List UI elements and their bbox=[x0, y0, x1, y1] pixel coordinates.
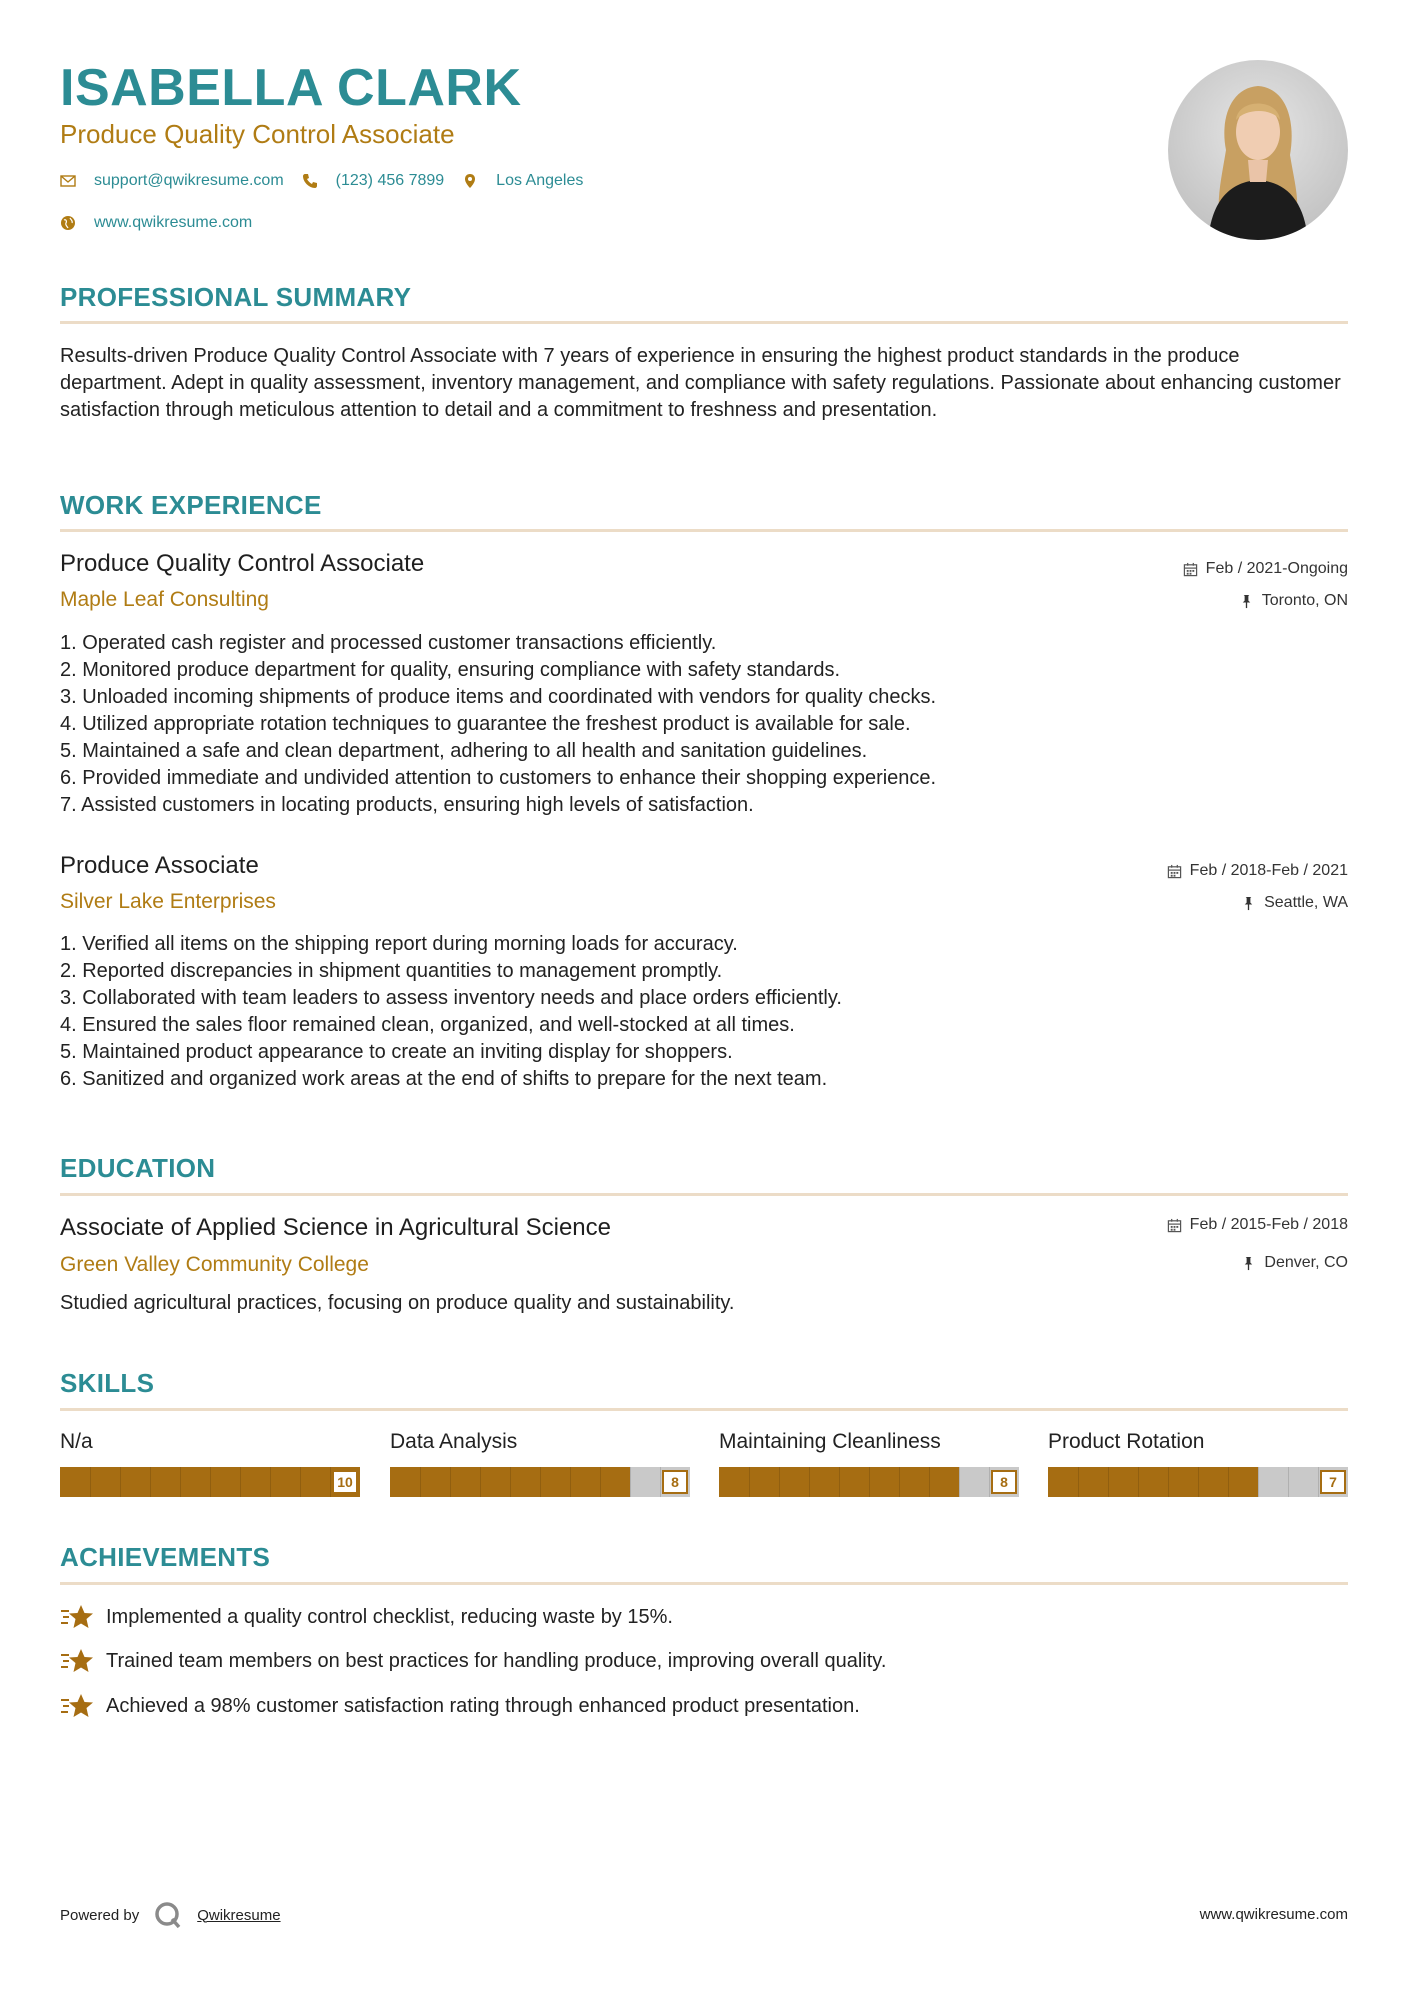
education-school: Green Valley Community College bbox=[60, 1253, 369, 1276]
job-2-location bbox=[1241, 894, 1348, 912]
job-1-company: Maple Leaf Consulting bbox=[60, 588, 269, 611]
skill-bar-segment bbox=[749, 1467, 750, 1497]
education-location-text: Denver, CO bbox=[1264, 1254, 1348, 1271]
skill-bar-segment bbox=[270, 1467, 271, 1497]
job-2-bullet: 6. Sanitized and organized work areas at the end of shifts to prepare for the next team. bbox=[60, 1068, 828, 1090]
experience-divider bbox=[60, 529, 1348, 532]
candidate-title: Produce Quality Control Associate bbox=[60, 119, 455, 149]
job-1-bullet: 6. Provided immediate and undivided attention to customers to enhance their shopping experience. bbox=[60, 767, 937, 789]
skill-bar-segment bbox=[330, 1467, 331, 1497]
job-1-location-text: Toronto, ON bbox=[1261, 592, 1348, 609]
skill-bar-segment bbox=[839, 1467, 840, 1497]
pushpin-icon bbox=[1241, 896, 1256, 911]
summary-heading: PROFESSIONAL SUMMARY bbox=[60, 282, 412, 312]
skill-bar-segment bbox=[1198, 1467, 1199, 1497]
skill-bar-segment bbox=[1258, 1467, 1259, 1497]
pushpin-icon bbox=[1241, 1256, 1256, 1271]
job-2-location-text: Seattle, WA bbox=[1264, 894, 1348, 911]
summary-divider bbox=[60, 321, 1348, 324]
skill-bar-segment bbox=[510, 1467, 511, 1497]
education-location bbox=[1241, 1254, 1348, 1272]
skill-bar-segment bbox=[959, 1467, 960, 1497]
experience-heading: WORK EXPERIENCE bbox=[60, 490, 322, 520]
job-1-dates-text: Feb / 2021-Ongoing bbox=[1205, 560, 1348, 577]
skill-bar-segment bbox=[1078, 1467, 1079, 1497]
job-1-location bbox=[1239, 592, 1348, 610]
contact-row-2 bbox=[60, 214, 270, 232]
skill-bar bbox=[390, 1467, 690, 1497]
candidate-name: ISABELLA CLARK bbox=[60, 59, 522, 117]
achievement-item bbox=[60, 1603, 673, 1631]
map-pin-icon bbox=[462, 173, 478, 189]
skill-bar-segment bbox=[210, 1467, 211, 1497]
job-1-bullet: 2. Monitored produce department for quality, ensuring compliance with safety standards. bbox=[60, 659, 841, 681]
job-1-dates bbox=[1183, 560, 1348, 578]
skill-bar-segment bbox=[1288, 1467, 1289, 1497]
skill-bar-segment bbox=[779, 1467, 780, 1497]
education-divider bbox=[60, 1193, 1348, 1196]
skill-bar-segment bbox=[809, 1467, 810, 1497]
skill-bar-segment bbox=[660, 1467, 661, 1497]
skill-bar-segment bbox=[150, 1467, 151, 1497]
avatar-illustration bbox=[1168, 60, 1348, 240]
skill-label: Data Analysis bbox=[390, 1430, 518, 1453]
skill-bar-segment bbox=[120, 1467, 121, 1497]
skill-bar-segment bbox=[869, 1467, 870, 1497]
star-achievement-icon bbox=[60, 1647, 94, 1675]
job-1-bullet: 5. Maintained a safe and clean department, adhering to all health and sanitation guidelines. bbox=[60, 740, 868, 762]
skill-bar-segment bbox=[480, 1467, 481, 1497]
contact-website[interactable] bbox=[60, 214, 252, 232]
contact-row-1 bbox=[60, 172, 601, 190]
job-1-bullet: 4. Utilized appropriate rotation techniques to guarantee the freshest product is available for sale. bbox=[60, 713, 911, 735]
skill-bar bbox=[719, 1467, 1019, 1497]
skill-bar-segment bbox=[420, 1467, 421, 1497]
calendar-icon bbox=[1183, 562, 1198, 577]
envelope-icon bbox=[60, 173, 76, 189]
achievement-text: Implemented a quality control checklist, reducing waste by 15%. bbox=[106, 1605, 673, 1628]
qwikresume-link[interactable]: Qwikresume bbox=[197, 1906, 281, 1924]
footer-powered-by bbox=[60, 1900, 281, 1930]
job-2-company: Silver Lake Enterprises bbox=[60, 890, 276, 913]
job-2-bullet: 3. Collaborated with team leaders to assess inventory needs and place orders efficiently. bbox=[60, 987, 842, 1009]
skill-bar-segment bbox=[570, 1467, 571, 1497]
phone-text: (123) 456 7899 bbox=[335, 172, 445, 189]
skill-bar-segment bbox=[1168, 1467, 1169, 1497]
pushpin-icon bbox=[1239, 594, 1254, 609]
email-text: support@qwikresume.com bbox=[94, 172, 284, 189]
job-2-bullet: 5. Maintained product appearance to create an inviting display for shoppers. bbox=[60, 1041, 733, 1063]
resume-page bbox=[60, 0, 1348, 1990]
job-1-title: Produce Quality Control Associate bbox=[60, 550, 425, 577]
education-heading: EDUCATION bbox=[60, 1153, 216, 1183]
summary-text: Results-driven Produce Quality Control Associate with 7 years of experience in ensuring the highest product standards in the produce department. Adept in quality assessment, inventory management, and compliance with safety regulations. Passionate about enhancing customer satisfaction through meticulous attention to detail and a commitment to freshness and presentation. bbox=[60, 345, 1341, 421]
achievement-item bbox=[60, 1692, 860, 1720]
qwikresume-logo-icon bbox=[153, 1900, 183, 1930]
job-2-dates-text: Feb / 2018-Feb / 2021 bbox=[1189, 862, 1348, 879]
skill-label: Product Rotation bbox=[1048, 1430, 1205, 1453]
contact-phone[interactable] bbox=[302, 172, 445, 190]
skill-bar-segment bbox=[1318, 1467, 1319, 1497]
star-achievement-icon bbox=[60, 1603, 94, 1631]
job-1-bullet: 7. Assisted customers in locating products, ensuring high levels of satisfaction. bbox=[60, 794, 754, 816]
skill-label: Maintaining Cleanliness bbox=[719, 1430, 941, 1453]
skill-value-badge: 7 bbox=[1320, 1470, 1346, 1494]
achievements-heading: ACHIEVEMENTS bbox=[60, 1542, 271, 1572]
skills-heading: SKILLS bbox=[60, 1368, 155, 1398]
globe-icon bbox=[60, 215, 76, 231]
skill-bar-segment bbox=[90, 1467, 91, 1497]
job-2-bullet: 4. Ensured the sales floor remained clean, organized, and well-stocked at all times. bbox=[60, 1014, 795, 1036]
location-text: Los Angeles bbox=[496, 172, 584, 189]
profile-photo bbox=[1168, 60, 1348, 240]
job-1-bullets bbox=[60, 630, 1348, 819]
calendar-icon bbox=[1167, 864, 1182, 879]
skill-bar-segment bbox=[989, 1467, 990, 1497]
footer-website-link[interactable]: www.qwikresume.com bbox=[1199, 1906, 1348, 1923]
education-dates bbox=[1167, 1216, 1348, 1234]
skill-value-badge: 10 bbox=[332, 1470, 358, 1494]
skill-value-badge: 8 bbox=[991, 1470, 1017, 1494]
education-description: Studied agricultural practices, focusing on produce quality and sustainability. bbox=[60, 1292, 735, 1314]
achievements-divider bbox=[60, 1582, 1348, 1585]
job-2-bullet: 1. Verified all items on the shipping report during morning loads for accuracy. bbox=[60, 933, 738, 955]
education-dates-text: Feb / 2015-Feb / 2018 bbox=[1189, 1216, 1348, 1233]
skill-bar bbox=[1048, 1467, 1348, 1497]
skill-bar-segment bbox=[1108, 1467, 1109, 1497]
skill-bar-segment bbox=[630, 1467, 631, 1497]
job-1-bullet: 1. Operated cash register and processed customer transactions efficiently. bbox=[60, 632, 717, 654]
skill-bar-segment bbox=[240, 1467, 241, 1497]
job-2-title: Produce Associate bbox=[60, 852, 259, 879]
skill-bar-segment bbox=[1228, 1467, 1229, 1497]
skill-label: N/a bbox=[60, 1430, 93, 1453]
skill-bar-segment bbox=[1138, 1467, 1139, 1497]
skill-value-badge: 8 bbox=[662, 1470, 688, 1494]
phone-icon bbox=[302, 173, 318, 189]
achievement-text: Trained team members on best practices for handling produce, improving overall quality. bbox=[106, 1649, 887, 1672]
calendar-icon bbox=[1167, 1218, 1182, 1233]
education-degree: Associate of Applied Science in Agricultural Science bbox=[60, 1214, 611, 1241]
skill-bar-segment bbox=[540, 1467, 541, 1497]
skill-bar-segment bbox=[600, 1467, 601, 1497]
job-1-bullet: 3. Unloaded incoming shipments of produce items and coordinated with vendors for quality checks. bbox=[60, 686, 937, 708]
job-2-bullets bbox=[60, 931, 1348, 1093]
skill-bar-fill bbox=[1048, 1467, 1258, 1497]
skill-bar-segment bbox=[899, 1467, 900, 1497]
achievement-text: Achieved a 98% customer satisfaction rating through enhanced product presentation. bbox=[106, 1694, 860, 1717]
skill-bar-segment bbox=[450, 1467, 451, 1497]
job-2-dates bbox=[1167, 862, 1348, 880]
star-achievement-icon bbox=[60, 1692, 94, 1720]
skill-bar bbox=[60, 1467, 360, 1497]
achievement-item bbox=[60, 1647, 886, 1675]
skill-bar-segment bbox=[929, 1467, 930, 1497]
powered-by-label: Powered by bbox=[60, 1906, 140, 1924]
website-text: www.qwikresume.com bbox=[94, 214, 253, 231]
contact-location bbox=[462, 172, 583, 190]
skill-bar-segment bbox=[300, 1467, 301, 1497]
contact-email[interactable] bbox=[60, 172, 284, 190]
skill-bar-segment bbox=[180, 1467, 181, 1497]
job-2-bullet: 2. Reported discrepancies in shipment quantities to management promptly. bbox=[60, 960, 723, 982]
skills-divider bbox=[60, 1408, 1348, 1411]
